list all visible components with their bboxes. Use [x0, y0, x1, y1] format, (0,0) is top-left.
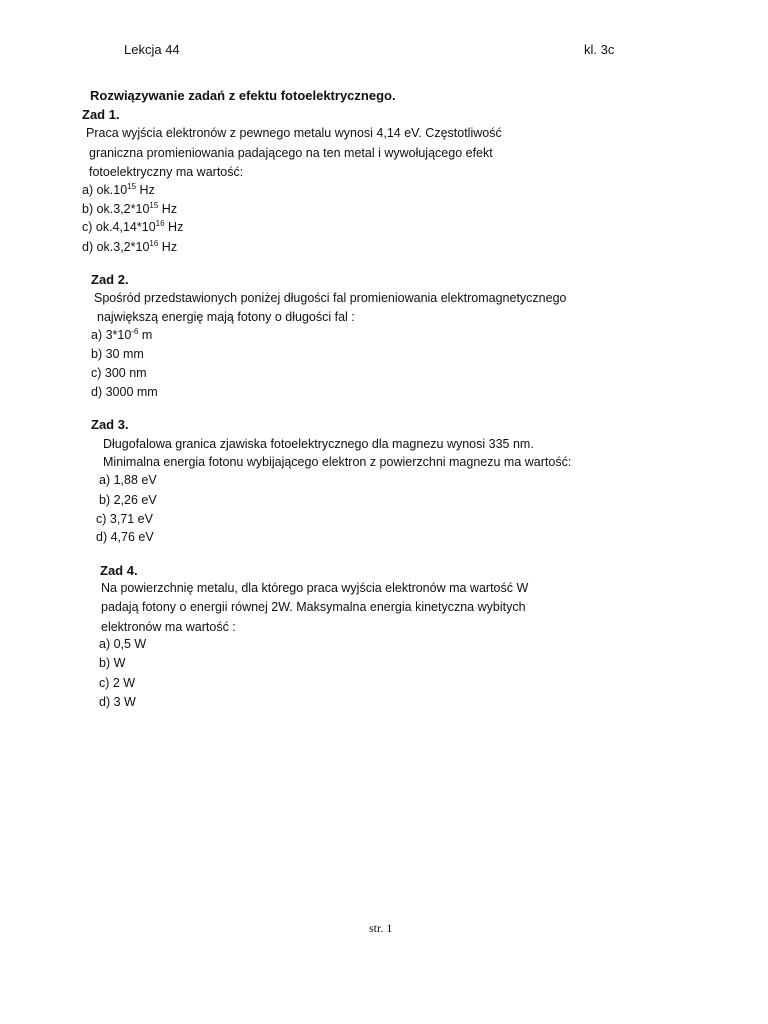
task-1-title: Zad 1. [82, 107, 120, 122]
task-3-option-b: b) 2,26 eV [99, 493, 157, 507]
task-1-question-line: graniczna promieniowania padającego na ten metal i wywołującego efekt [89, 146, 493, 160]
class-label: kl. 3c [584, 42, 615, 57]
task-4-title: Zad 4. [100, 563, 138, 578]
task-2-title: Zad 2. [91, 272, 129, 287]
task-3-option-a: a) 1,88 eV [99, 473, 157, 487]
task-4-question-line: padają fotony o energii równej 2W. Maksymalna energia kinetyczna wybitych [101, 600, 526, 614]
task-4-question-line: elektronów ma wartość : [101, 620, 236, 634]
task-3-option-d: d) 4,76 eV [96, 530, 154, 544]
task-1-question-line: fotoelektryczny ma wartość: [89, 165, 244, 179]
task-1-option-a: a) $ok.10^{15}$ Hz [82, 181, 155, 197]
task-4-option-a: a) 0,5 W [99, 637, 147, 651]
task-3-question-line: Długofalowa granica zjawiska fotoelektrycznego dla magnezu wynosi 335 nm. [103, 437, 534, 451]
lesson-number: Lekcja 44 [124, 42, 180, 57]
task-4-option-c: c) 2 W [99, 676, 136, 690]
task-4-option-b: b) W [99, 656, 126, 670]
task-2-question-line: największą energię mają fotony o długości fal : [97, 310, 355, 324]
page-title: Rozwiązywanie zadań z efektu fotoelektrycznego. [90, 88, 396, 103]
task-4-option-d: d) 3 W [99, 695, 136, 709]
task-2-option-c: c) 300 nm [91, 366, 147, 380]
task-2-option-a: a) $3*10^{-6}$ m [91, 326, 153, 342]
task-2-question-line: Spośród przedstawionych poniżej długości fal promieniowania elektromagnetycznego [94, 291, 567, 305]
task-1-option-b: b) $ok.3,2*10^{15}$ Hz [82, 200, 178, 216]
task-1-option-d: d) $ok.3,2*10^{16}$ Hz [82, 238, 178, 254]
task-3-option-c: c) 3,71 eV [96, 512, 153, 526]
page-number: str. 1 [369, 921, 393, 935]
task-3-title: Zad 3. [91, 417, 129, 432]
task-1-option-c: c) $ok.4,14*10^{16}$ Hz [82, 218, 184, 234]
task-1-question-line: Praca wyjścia elektronów z pewnego metalu wynosi 4,14 eV. Częstotliwość [86, 126, 502, 140]
task-3-question-line: Minimalna energia fotonu wybijającego elektron z powierzchni magnezu ma wartość: [103, 455, 572, 469]
task-4-question-line: Na powierzchnię metalu, dla którego praca wyjścia elektronów ma wartość W [101, 581, 529, 595]
task-2-option-d: d) 3000 mm [91, 385, 158, 399]
task-2-option-b: b) 30 mm [91, 347, 144, 361]
